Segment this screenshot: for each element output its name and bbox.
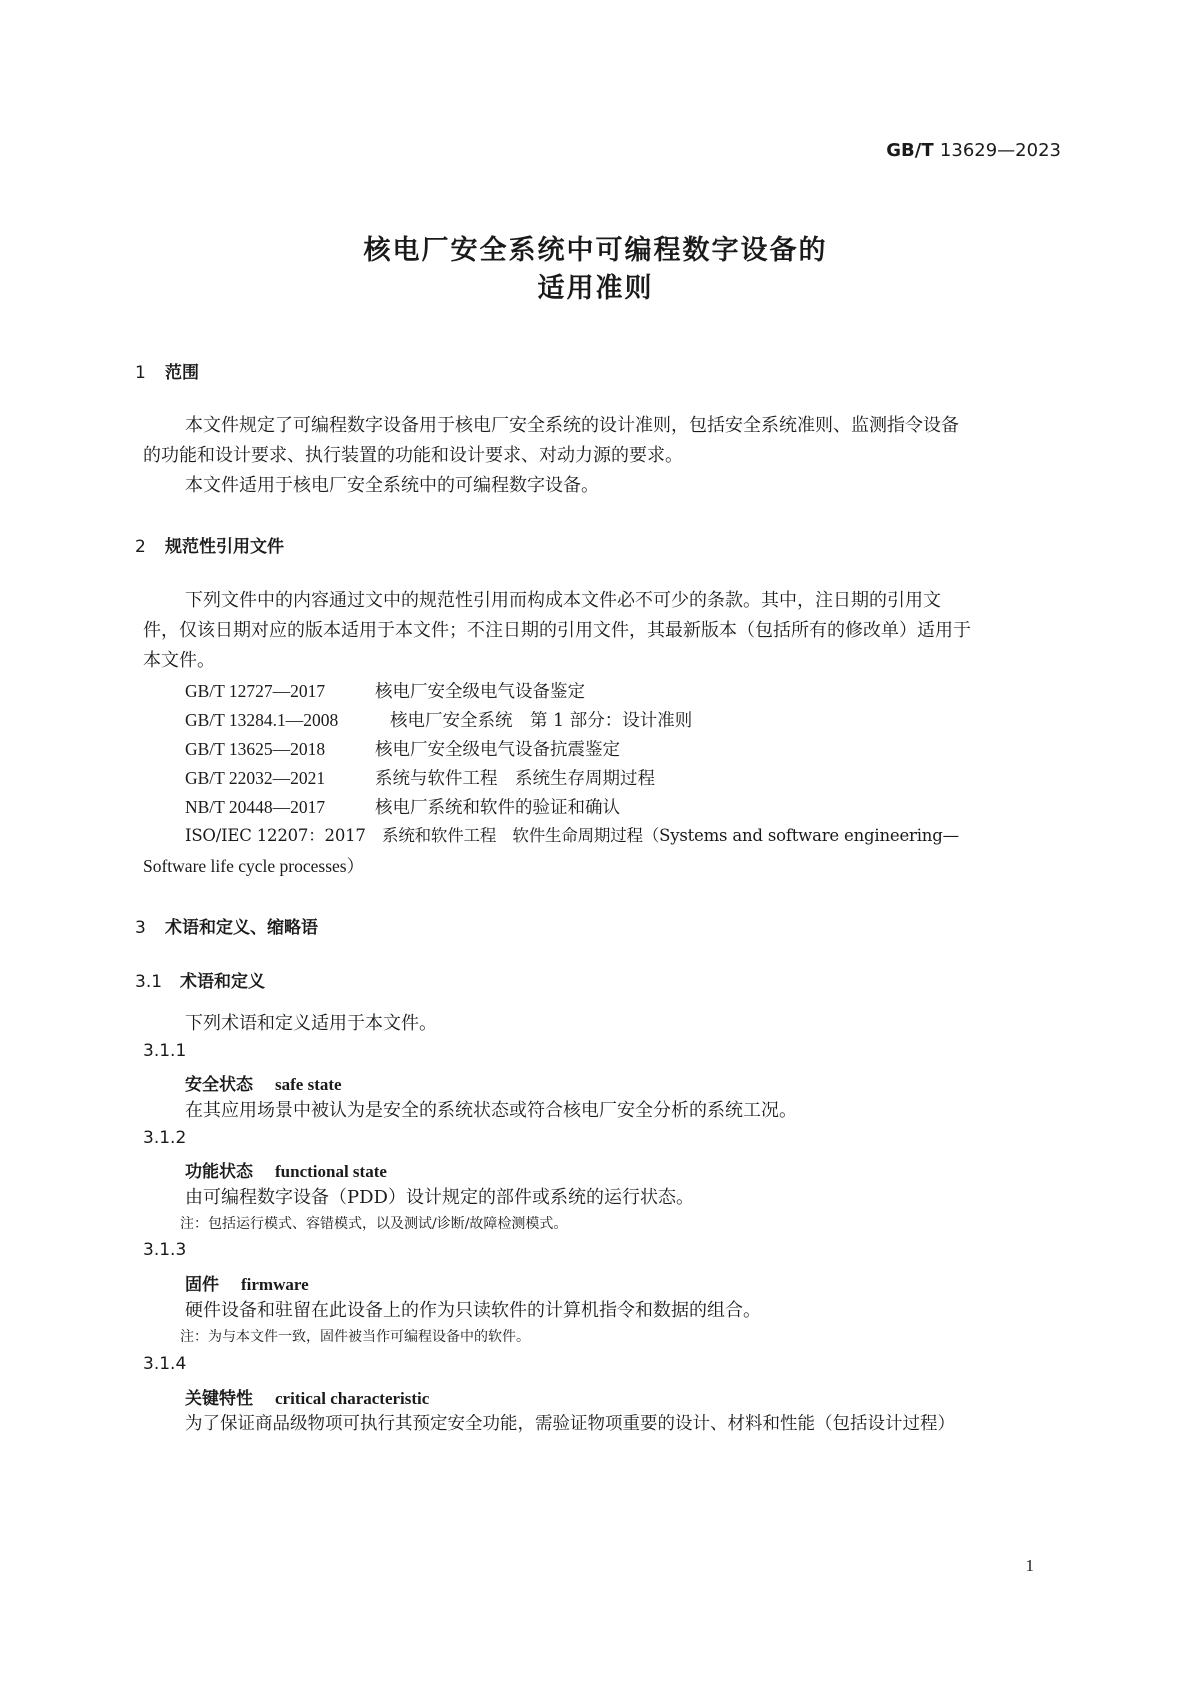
references-intro-line3: 本文件。 xyxy=(143,650,215,671)
term-note: 注：包括运行模式、容错模式，以及测试/诊断/故障检测模式。 xyxy=(180,1216,568,1232)
term-heading xyxy=(185,1070,342,1095)
subsection-number: 3.1 xyxy=(135,972,163,992)
section-title: 术语和定义、缩略语 xyxy=(165,918,318,938)
section-3-heading xyxy=(135,913,318,938)
iso-reference-line2: Software life cycle processes） xyxy=(143,856,365,876)
reference-code: GB/T 12727—2017 xyxy=(185,681,326,701)
term-chinese: 安全状态 xyxy=(185,1075,253,1095)
reference-item xyxy=(185,705,692,736)
term-heading xyxy=(185,1270,309,1295)
references-intro-line1: 下列文件中的内容通过文中的规范性引用而构成本文件必不可少的条款。其中，注日期的引用文 xyxy=(185,590,941,611)
reference-title: 核电厂安全系统 第 1 部分：设计准则 xyxy=(390,711,693,731)
section-number: 2 xyxy=(135,537,146,557)
page-number: 1 xyxy=(1025,1556,1034,1575)
term-number: 3.1.1 xyxy=(143,1041,187,1061)
term-chinese: 功能状态 xyxy=(185,1162,253,1182)
reference-item xyxy=(185,792,620,823)
iso-reference-line1: ISO/IEC 12207：2017 系统和软件工程 软件生命周期过程（Systems and software engineering— xyxy=(185,826,959,845)
reference-item xyxy=(185,763,655,794)
term-chinese: 关键特性 xyxy=(185,1389,253,1409)
term-heading xyxy=(185,1384,429,1409)
term-english: safe state xyxy=(275,1075,342,1094)
reference-item xyxy=(185,676,585,707)
term-heading xyxy=(185,1157,387,1182)
section-number: 3 xyxy=(135,918,146,938)
section-1-heading xyxy=(135,358,199,383)
scope-paragraph-2: 本文件适用于核电厂安全系统中的可编程数字设备。 xyxy=(185,475,599,496)
term-number: 3.1.2 xyxy=(143,1128,187,1148)
scope-paragraph-line2: 的功能和设计要求、执行装置的功能和设计要求、对动力源的要求。 xyxy=(143,445,683,466)
subsection-title: 术语和定义 xyxy=(180,972,265,992)
reference-title: 核电厂系统和软件的验证和确认 xyxy=(375,798,620,818)
term-english: functional state xyxy=(275,1162,387,1181)
section-title: 范围 xyxy=(165,363,199,383)
reference-title: 系统与软件工程 系统生存周期过程 xyxy=(375,769,655,789)
reference-code: GB/T 13625—2018 xyxy=(185,739,326,759)
term-english: critical characteristic xyxy=(275,1389,430,1408)
section-number: 1 xyxy=(135,363,146,383)
reference-title: 核电厂安全级电气设备抗震鉴定 xyxy=(375,740,620,760)
term-number: 3.1.4 xyxy=(143,1354,187,1374)
reference-code: GB/T 22032—2021 xyxy=(185,768,326,788)
term-definition: 在其应用场景中被认为是安全的系统状态或符合核电厂安全分析的系统工况。 xyxy=(185,1100,797,1121)
term-chinese: 固件 xyxy=(185,1275,219,1295)
reference-code: NB/T 20448—2017 xyxy=(185,797,326,817)
term-definition: 由可编程数字设备（PDD）设计规定的部件或系统的运行状态。 xyxy=(185,1187,694,1208)
scope-paragraph-line1: 本文件规定了可编程数字设备用于核电厂安全系统的设计准则，包括安全系统准则、监测指令设备 xyxy=(185,415,959,436)
reference-title: 核电厂安全级电气设备鉴定 xyxy=(375,682,585,702)
term-definition: 硬件设备和驻留在此设备上的作为只读软件的计算机指令和数据的组合。 xyxy=(185,1300,761,1321)
terms-intro: 下列术语和定义适用于本文件。 xyxy=(185,1013,437,1034)
standard-code: 13629—2023 xyxy=(939,140,1061,161)
section-2-heading xyxy=(135,532,284,557)
section-title: 规范性引用文件 xyxy=(165,537,284,557)
term-definition: 为了保证商品级物项可执行其预定安全功能，需验证物项重要的设计、材料和性能（包括设计过程） xyxy=(185,1414,955,1434)
term-english: firmware xyxy=(241,1275,309,1294)
references-intro-line2: 件，仅该日期对应的版本适用于本文件；不注日期的引用文件，其最新版本（包括所有的修改单）适用于 xyxy=(143,620,971,641)
document-title-line1: 核电厂安全系统中可编程数字设备的 xyxy=(363,235,828,266)
document-title-line2: 适用准则 xyxy=(537,273,654,304)
term-note: 注：为与本文件一致，固件被当作可编程设备中的软件。 xyxy=(180,1329,530,1345)
standard-number xyxy=(886,140,1061,161)
term-number: 3.1.3 xyxy=(143,1240,187,1260)
reference-code: GB/T 13284.1—2008 xyxy=(185,710,339,730)
reference-item xyxy=(185,734,620,765)
standard-prefix: GB/T xyxy=(886,140,934,161)
subsection-3-1-heading xyxy=(135,967,265,992)
